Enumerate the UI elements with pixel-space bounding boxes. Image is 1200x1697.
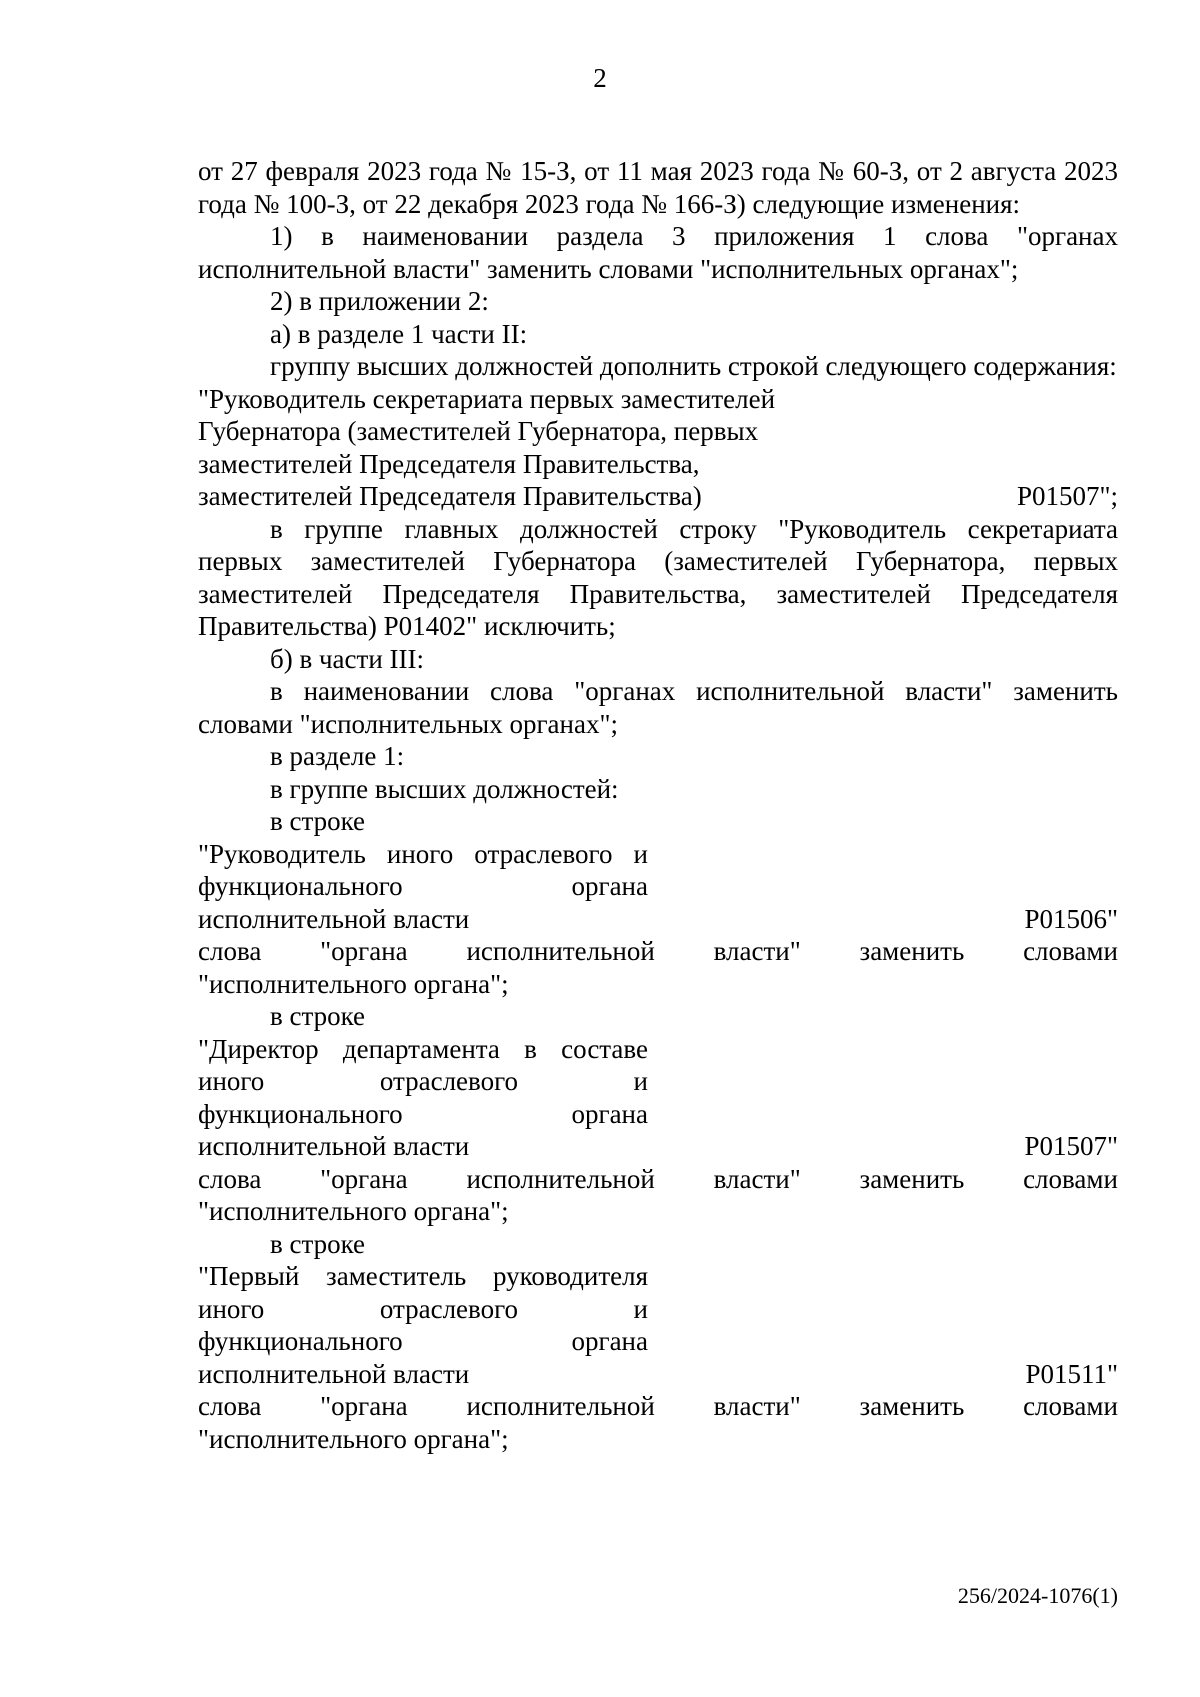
item-1: 1) в наименовании раздела 3 приложения 1 слова "органах исполнительной власти" заменить словами "исполнительных органах"; <box>198 221 1118 284</box>
replace-word: власти" <box>713 1163 801 1194</box>
row-code: Р01511" <box>1025 1358 1118 1389</box>
new-row-line: "Руководитель секретариата первых заместителей <box>198 383 776 414</box>
new-row-line: заместителей Председателя Правительства, <box>198 448 700 479</box>
new-row-line: заместителей Председателя Правительства) <box>198 481 702 511</box>
row-line: функционального органа <box>198 1326 648 1356</box>
row-line: исполнительной власти <box>198 1131 470 1161</box>
replace-word: словами <box>1023 1391 1118 1421</box>
row-line: функционального органа <box>198 1098 648 1129</box>
exclude-line: в группе главных должностей строку "Руководитель секретариата первых заместителей Губернатора (заместителей Губернатора, первых заместителей Председателя Правительства, заместителей Председателя Правительства) Р01402" исключить; <box>198 513 1118 641</box>
replace-word: слова <box>198 1163 262 1194</box>
replace-word: исполнительной <box>466 936 655 966</box>
new-row-line: Губернатора (заместителей Губернатора, первых <box>198 416 759 446</box>
group-high-line: в группе высших должностей: <box>270 773 619 804</box>
replace-tail: "исполнительного органа"; <box>198 1196 509 1226</box>
in-row-label: в строке <box>270 806 366 836</box>
replace-word: словами <box>1023 1163 1118 1194</box>
replace-word: словами <box>1023 936 1118 966</box>
replace-word: заменить <box>859 1391 965 1421</box>
replace-tail: "исполнительного органа"; <box>198 1423 509 1454</box>
replace-words-line <box>198 1390 1118 1423</box>
item-2: 2) в приложении 2: <box>270 286 489 316</box>
row-line: исполнительной власти <box>198 903 470 934</box>
replace-word: исполнительной <box>466 1391 655 1421</box>
intro-paragraph: от 27 февраля 2023 года № 15-З, от 11 мая 2023 года № 60-З, от 2 августа 2023 года № 100-З, от 22 декабря 2023 года № 166-З) следующие изменения: <box>198 156 1118 219</box>
row-line: исполнительной власти <box>198 1358 470 1389</box>
document-code: 256/2024-1076(1) <box>957 1583 1118 1608</box>
row-line: "Первый заместитель руководителя <box>198 1261 648 1291</box>
in-row-label: в строке <box>270 1001 366 1031</box>
replace-word: "органа <box>320 1163 408 1194</box>
section-1-line: в разделе 1: <box>270 741 405 771</box>
page-number: 2 <box>593 63 607 93</box>
document-body <box>198 155 1118 1455</box>
replace-word: власти" <box>713 936 801 966</box>
row-line: иного отраслевого и <box>198 1293 648 1324</box>
row-block-1 <box>198 838 1118 1001</box>
replace-word: заменить <box>859 936 965 966</box>
row-block-2 <box>198 1033 1118 1228</box>
rename-line: в наименовании слова "органах исполнительной власти" заменить словами "исполнительных органах"; <box>198 676 1118 739</box>
replace-tail: "исполнительного органа"; <box>198 968 509 999</box>
row-line: "Руководитель иного отраслевого и <box>198 838 648 869</box>
replace-word: "органа <box>320 1391 408 1421</box>
new-row-block <box>198 383 1118 513</box>
replace-word: слова <box>198 936 262 966</box>
replace-word: слова <box>198 1391 262 1421</box>
row-code: Р01507" <box>1024 1131 1118 1161</box>
in-row-label: в строке <box>270 1228 366 1259</box>
replace-word: заменить <box>859 1163 965 1194</box>
new-row-code: Р01507"; <box>1016 481 1118 511</box>
replace-words-line <box>198 935 1118 968</box>
row-code: Р01506" <box>1024 903 1118 934</box>
row-line: иного отраслевого и <box>198 1066 648 1096</box>
replace-word: исполнительной <box>466 1163 655 1194</box>
replace-word: "органа <box>320 936 408 966</box>
row-line: "Директор департамента в составе <box>198 1033 648 1064</box>
row-line: функционального органа <box>198 871 648 901</box>
replace-words-line <box>198 1163 1118 1196</box>
item-2a: а) в разделе 1 части II: <box>270 318 528 349</box>
row-block-3 <box>198 1260 1118 1455</box>
replace-word: власти" <box>713 1391 801 1421</box>
item-2b: б) в части III: <box>270 643 424 674</box>
add-line: группу высших должностей дополнить строкой следующего содержания: <box>270 351 1117 381</box>
